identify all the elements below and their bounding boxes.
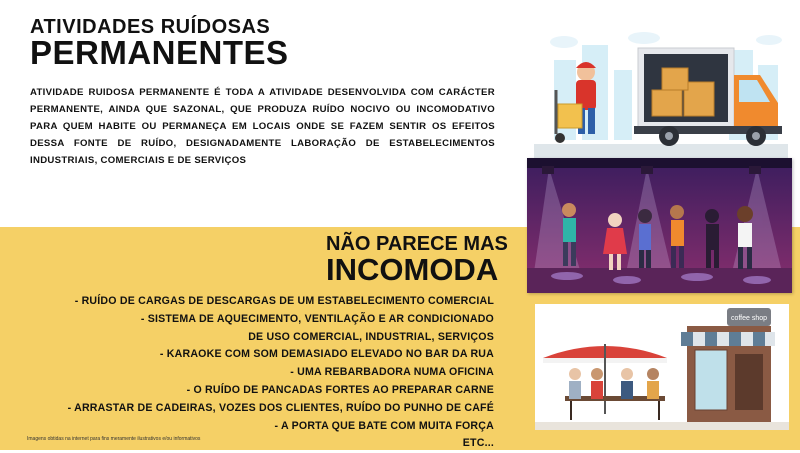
section-title: INCOMODA [326,252,499,287]
dance-party-illustration [527,158,792,293]
list-item: - RUÍDO DE CARGAS DE DESCARGAS DE UM ESTABELECIMENTO COMERCIAL [74,295,494,307]
list-item: - ARRASTAR DE CADEIRAS, VOZES DOS CLIENTES, RUÍDO DO PUNHO DE CAFÉ [67,401,494,414]
noise-examples-list [68,293,494,453]
page-title-small: ATIVIDADES RUÍDOSAS [30,16,271,38]
list-item: - UMA REBARBADORA NUMA OFICINA [290,366,494,379]
section-title-small: NÃO PARECE MAS [326,233,508,255]
list-item: - SISTEMA DE AQUECIMENTO, VENTILAÇÃO E AR CONDICIONADO [140,312,494,325]
list-item: - A PORTA QUE BATE COM MUITA FORÇA [274,419,494,432]
list-item: - KARAOKE COM SOM DEMASIADO ELEVADO NO BAR DA RUA [159,348,494,361]
delivery-truck-illustration [534,20,788,158]
list-item: ETC... [462,437,494,450]
list-item: DE USO COMERCIAL, INDUSTRIAL, SERVIÇOS [248,330,494,343]
cafe-sign-text: coffee shop [730,315,768,322]
intro-paragraph: ATIVIDADE RUIDOSA PERMANENTE É TODA A ATIVIDADE DESENVOLVIDA COM CARÁCTER PERMANENTE, AINDA QUE SAZONAL, QUE PRODUZA RUÍDO NOCIVO OU INCOMODATIVO PARA QUEM HABITE OU PERMANEÇA EM LOCAIS ONDE SE FAZEM SENTIR OS EFEITOS DESSA FONTE DE RUÍDO, DESIGNADAMENTE LABORAÇÃO DE ESTABELECIMENTOS INDUSTRIAIS, COMERCIAIS E DE SERVIÇOS [30,87,495,166]
list-item: - O RUÍDO DE PANCADAS FORTES AO PREPARAR CARNE [186,383,494,396]
page-title: PERMANENTES [30,34,289,71]
cafe-terrace-illustration [535,304,789,430]
image-credit-footnote: Imagens obtidas na internet para fins meramente ilustrativos e/ou informativos [27,436,201,442]
